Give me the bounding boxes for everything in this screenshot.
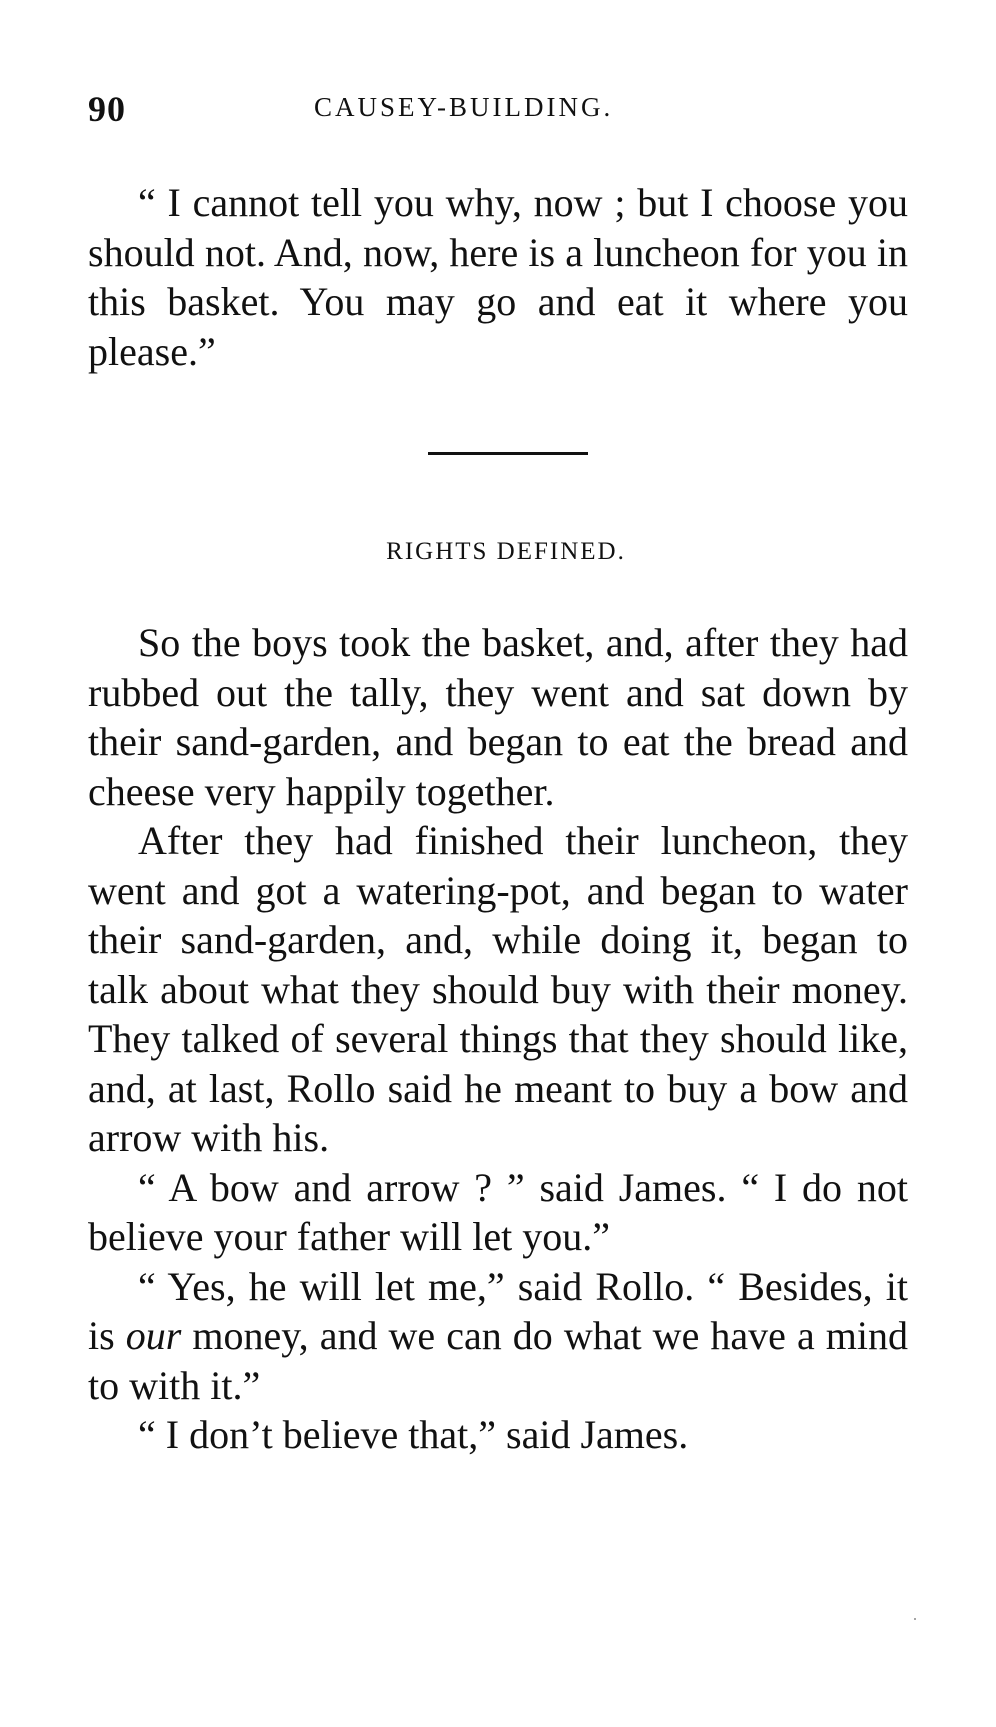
section-divider bbox=[428, 452, 588, 455]
section-body bbox=[88, 618, 908, 1460]
rollo-reply-part-1: “ Yes, he will let me,” said Rollo. “ Besides, it is bbox=[88, 1263, 908, 1358]
emphasis-our: our bbox=[125, 1313, 182, 1358]
running-title: CAUSEY-BUILDING. bbox=[314, 92, 614, 122]
section-heading: RIGHTS DEFINED. bbox=[386, 538, 626, 565]
paper-speck bbox=[914, 1618, 916, 1620]
paragraph-bow-and-arrow: “ A bow and arrow ? ” said James. “ I do not believe your father will let you.” bbox=[88, 1164, 908, 1259]
paragraph-boys-took-basket: So the boys took the basket, and, after they had rubbed out the tally, they went and sat down by their sand-garden, and began to eat the bread and cheese very happily together. bbox=[88, 620, 908, 814]
paragraph-after-luncheon: After they had finished their luncheon, they went and got a watering-pot, and began to water their sand-garden, and, while doing it, began to talk about what they should buy with their money. They talked of several things that they should like, and, at last, Rollo said he meant to buy a bow and arrow with his. bbox=[88, 818, 908, 1160]
rollo-reply-part-2: money, and we can do what we have a mind to with it.” bbox=[88, 1313, 908, 1408]
paragraph-rollo-reply bbox=[88, 1262, 908, 1411]
opening-text bbox=[88, 178, 908, 376]
paragraph-james-reply: “ I don’t believe that,” said James. bbox=[138, 1412, 689, 1457]
running-head bbox=[88, 88, 908, 128]
page-number: 90 bbox=[88, 89, 126, 129]
paragraph-quote-luncheon: “ I cannot tell you why, now ; but I choose you should not. And, now, here is a luncheon for you in this basket. You may go and eat it where you please.” bbox=[88, 180, 908, 374]
